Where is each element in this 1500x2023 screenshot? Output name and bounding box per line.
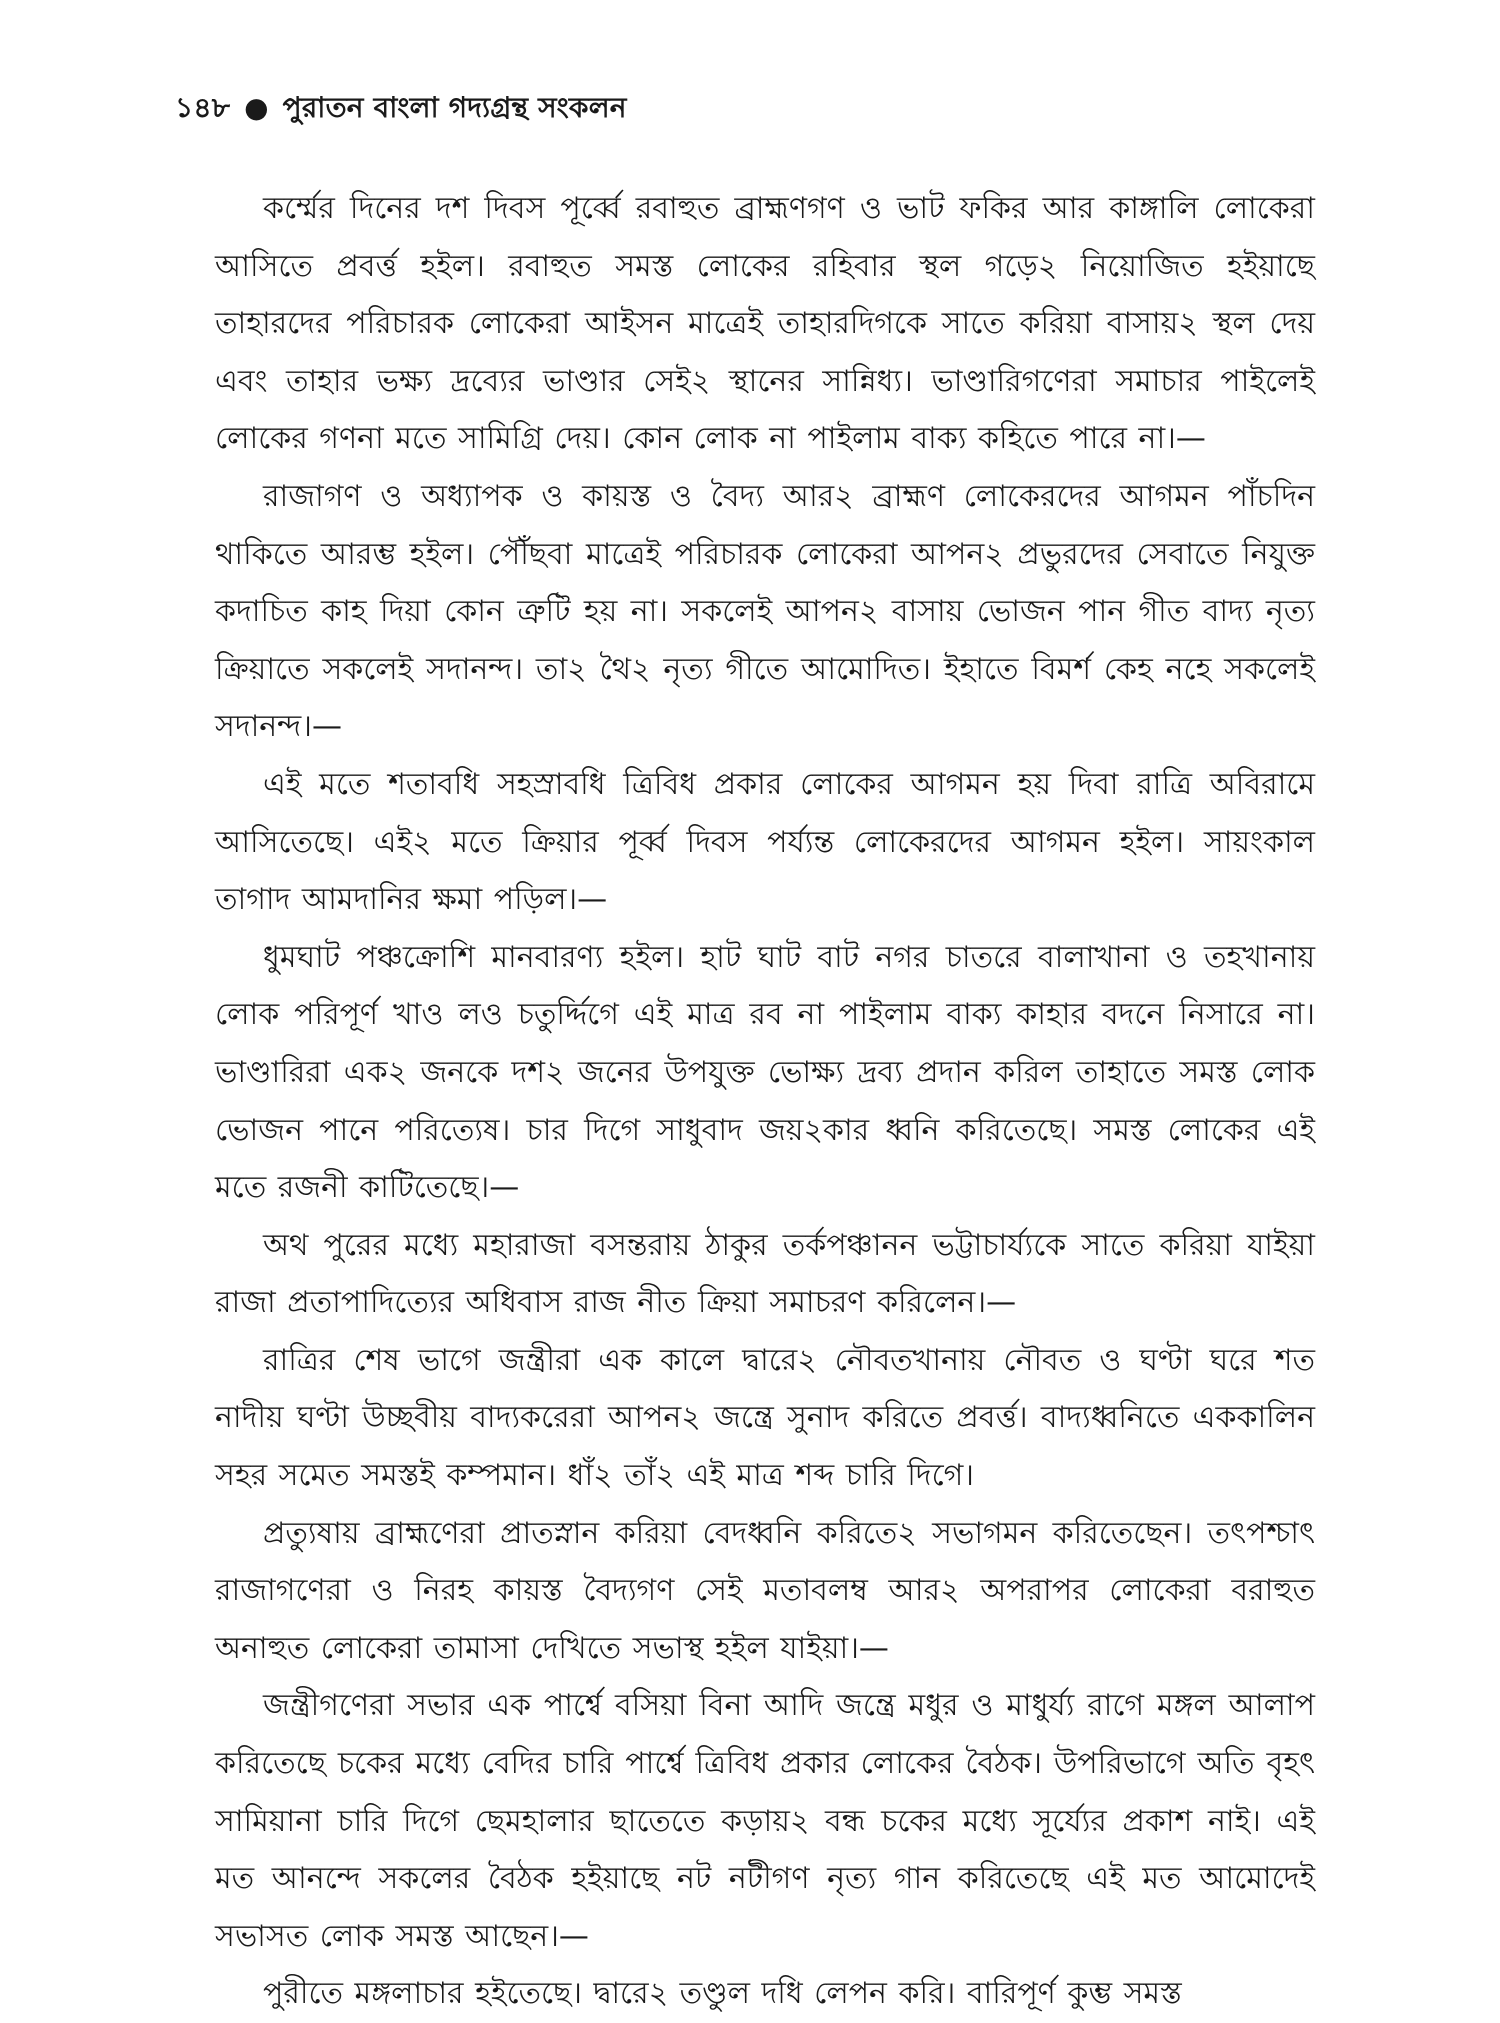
paragraph: রাজাগণ ও অধ্যাপক ও কায়স্ত ও বৈদ্য আর২ ব্রাহ্মণ লোকেরদের আগমন পাঁচদিন থাকিতে আরম্ভ হইল। পৌঁছবা মাত্রেই পরিচারক লোকেরা আপন২ প্রভুরদের সেবাতে নিযুক্ত কদাচিত কাহ দিয়া কোন ত্রুটি হয় না। সকলেই আপন২ বাসায় ভোজন পান গীত বাদ্য নৃত্য ক্রিয়াতে সকলেই সদানন্দ। তা২ থৈ২ নৃত্য গীতে আমোদিত। ইহাতে বিমর্শ কেহ নহে সকলেই সদানন্দ।— <box>215 478 1315 745</box>
book-title: পুরাতন বাংলা গদ্যগ্রন্থ সংকলন <box>282 91 627 124</box>
body-text <box>215 180 1315 2023</box>
bullet-icon: ● <box>244 91 269 124</box>
running-head <box>175 88 627 128</box>
paragraph: পুরীতে মঙ্গলাচার হইতেছে। দ্বারে২ তণ্ডুল দধি লেপন করি। বারিপূর্ণ কুম্ভ সমস্ত <box>263 1976 1182 2012</box>
paragraph: জন্ত্রীগণেরা সভার এক পার্শ্বে বসিয়া বিনা আদি জন্ত্রে মধুর ও মাধুর্য্য রাগে মঙ্গল আলাপ করিতেছে চকের মধ্যে বেদির চারি পার্শ্বে ত্রিবিধ প্রকার লোকের বৈঠক। উপরিভাগে অতি বৃহৎ সামিয়ানা চারি দিগে ছেমহালার ছাতেতে কড়ায়২ বন্ধ চকের মধ্যে সূর্য্যের প্রকাশ নাই। এই মত আনন্দে সকলের বৈঠক হইয়াছে নট নটীগণ নৃত্য গান করিতেছে এই মত আমোদেই সভাসত লোক সমস্ত আছেন।— <box>215 1688 1315 1954</box>
paragraph: এই মতে শতাবধি সহস্রাবধি ত্রিবিধ প্রকার লোকের আগমন হয় দিবা রাত্রি অবিরামে আসিতেছে। এই২ মতে ক্রিয়ার পূর্ব্ব দিবস পর্য্যন্ত লোকেরদের আগমন হইল। সায়ংকাল তাগাদ আমদানির ক্ষমা পড়িল।— <box>215 766 1315 918</box>
page-number: ১৪৮ <box>175 91 231 124</box>
paragraph: প্রত্যুষায় ব্রাহ্মণেরা প্রাতস্নান করিয়া বেদধ্বনি করিতে২ সভাগমন করিতেছেন। তৎপশ্চাৎ রাজাগণেরা ও নিরহ কায়স্ত বৈদ্যগণ সেই মতাবলম্ব আর২ অপরাপর লোকেরা বরাহুত অনাহুত লোকেরা তামাসা দেখিতে সভাস্থ হইল যাইয়া।— <box>215 1515 1315 1666</box>
paragraph: ধুমঘাট পঞ্চক্রোশি মানবারণ্য হইল। হাট ঘাট বাট নগর চাতরে বালাখানা ও তহখানায় লোক পরিপূর্ণ খাও লও চতুর্দ্দিগে এই মাত্র রব না পাইলাম বাক্য কাহার বদনে নিসারে না। ভাণ্ডারিরা এক২ জনকে দশ২ জনের উপযুক্ত ভোক্ষ্য দ্রব্য প্রদান করিল তাহাতে সমস্ত লোক ভোজন পানে পরিত্যেষ। চার দিগে সাধুবাদ জয়২কার ধ্বনি করিতেছে। সমস্ত লোকের এই মতে রজনী কাটিতেছে।— <box>215 939 1315 1206</box>
paragraph: রাত্রির শেষ ভাগে জন্ত্রীরা এক কালে দ্বারে২ নৌবতখানায় নৌবত ও ঘণ্টা ঘরে শত নাদীয় ঘণ্টা উচ্ছবীয় বাদ্যকরেরা আপন২ জন্ত্রে সুনাদ করিতে প্রবর্ত্ত। বাদ্যধ্বনিতে এককালিন সহর সমেত সমস্তই কম্পমান। ধাঁ২ তাঁ২ এই মাত্র শব্দ চারি দিগে। <box>215 1342 1315 1494</box>
paragraph: কর্ম্মের দিনের দশ দিবস পূর্ব্বে রবাহুত ব্রাহ্মণগণ ও ভাট ফকির আর কাঙ্গালি লোকেরা আসিতে প্রবর্ত্ত হইল। রবাহুত সমস্ত লোকের রহিবার স্থল গড়ে২ নিয়োজিত হইয়াছে তাহারদের পরিচারক লোকেরা আইসন মাত্রেই তাহারদিগকে সাতে করিয়া বাসায়২ স্থল দেয় এবং তাহার ভক্ষ্য দ্রব্যের ভাণ্ডার সেই২ স্থানের সান্নিধ্য। ভাণ্ডারিগণেরা সমাচার পাইলেই লোকের গণনা মতে সামিগ্রি দেয়। কোন লোক না পাইলাম বাক্য কহিতে পারে না।— <box>215 191 1315 457</box>
paragraph: অথ পুরের মধ্যে মহারাজা বসন্তরায় ঠাকুর তর্কপঞ্চানন ভট্টাচার্য্যকে সাতে করিয়া যাইয়া রাজা প্রতাপাদিত্যের অধিবাস রাজ নীত ক্রিয়া সমাচরণ করিলেন।— <box>215 1227 1315 1321</box>
